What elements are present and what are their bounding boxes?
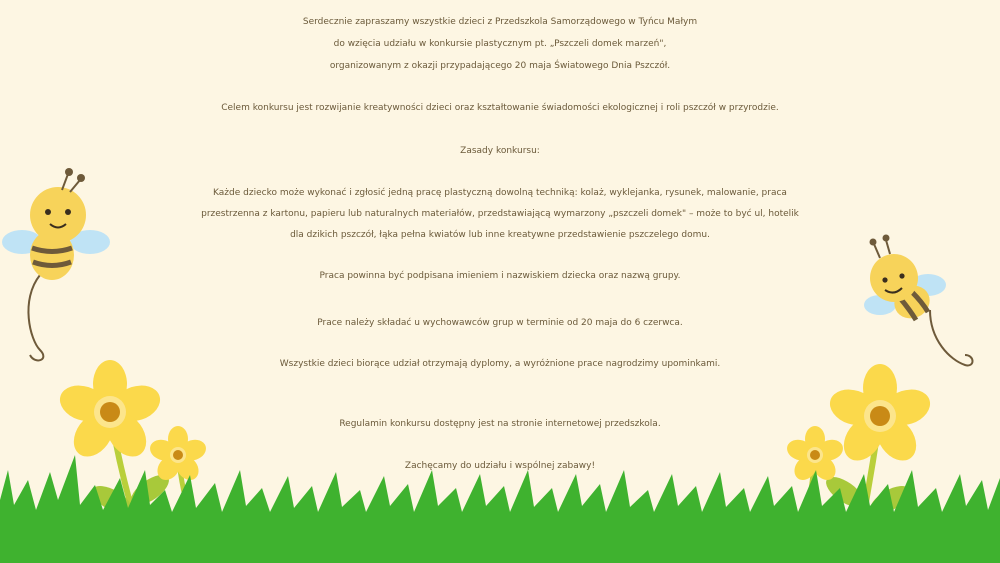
- goal-text: Celem konkursu jest rozwijanie kreatywności dzieci oraz kształtowanie świadomości ekologicznej i roli pszczół w przyrodzie.: [221, 103, 779, 113]
- rules-line-3: dla dzikich pszczół, łąka pełna kwiatów lub inne kreatywne przedstawienie pszczelego domu.: [290, 230, 710, 240]
- rules-line-1: Każde dziecko może wykonać i zgłosić jedną pracę plastyczną dowolną techniką: kolaż, wyklejanka, rysunek, malowanie, praca: [213, 188, 787, 198]
- rules-line-2: przestrzenna z kartonu, papieru lub naturalnych materiałów, przedstawiającą wymarzony „pszczeli domek" – może to być ul, hotelik: [201, 209, 799, 219]
- submission-text: Prace należy składać u wychowawców grup w terminie od 20 maja do 6 czerwca.: [317, 318, 683, 328]
- intro-line-1: Serdecznie zapraszamy wszystkie dzieci z Przedszkola Samorządowego w Tyńcu Małym: [302, 17, 698, 27]
- signing-text: Praca powinna być podpisana imieniem i nazwiskiem dziecka oraz nazwą grupy.: [319, 271, 681, 281]
- prizes-text: Wszystkie dzieci biorące udział otrzymają dyplomy, a wyróżnione prace nagrodzimy upominkami.: [279, 359, 721, 369]
- intro-line-2: do wzięcia udziału w konkursie plastycznym pt. „Pszczeli domek marzeń",: [333, 39, 667, 49]
- regulations-text: Regulamin konkursu dostępny jest na stronie internetowej przedszkola.: [339, 419, 661, 429]
- rules-heading: Zasady konkursu:: [460, 146, 540, 156]
- closing-text: Zachęcamy do udziału i wspólnej zabawy!: [404, 461, 596, 471]
- intro-line-3: organizowanym z okazji przypadającego 20 maja Światowego Dnia Pszczół.: [329, 61, 671, 71]
